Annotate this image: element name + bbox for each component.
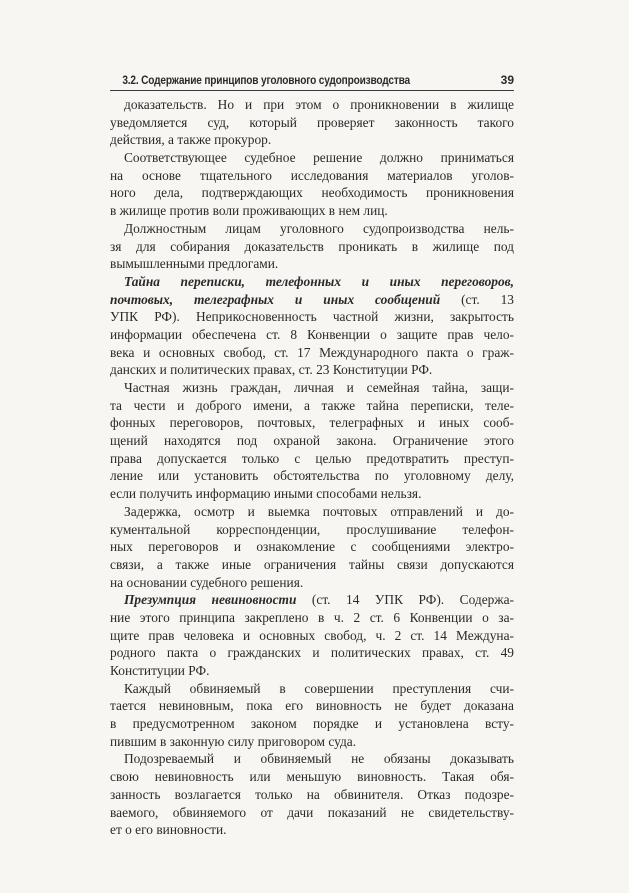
- text-line: ние этого принципа закреплено в ч. 2 ст. 6 Конвенции о за-: [110, 609, 514, 625]
- text-line: та чести и доброго имени, а также тайна переписки, теле-: [110, 397, 514, 413]
- text-line: вымышленными предлогами.: [110, 256, 279, 272]
- text-line: занность возлагается только на обвинителя. Отказ подозре-: [110, 786, 514, 802]
- text-line: тается невиновным, пока его виновность не будет доказана: [110, 698, 514, 714]
- text-line: зя для собирания доказательств проникать в жилище под: [110, 238, 514, 254]
- text-line: ление или установить обстоятельства по уголовному делу,: [110, 468, 514, 484]
- text-line: кументальной корреспонденции, прослушивание телефон-: [110, 521, 514, 537]
- text-line: щений находятся под охраной закона. Ограничение этого: [110, 433, 514, 449]
- text-line: ваемого, обвиняемого от дачи показаний не свидетельству-: [110, 804, 514, 820]
- text-line: [110, 291, 514, 309]
- text-line: ного дела, подтверждающих необходимость проникновения: [110, 185, 514, 201]
- paragraph: [110, 96, 514, 149]
- text-line: Подозреваемый и обвиняемый не обязаны доказывать: [124, 751, 514, 767]
- text-line: в предусмотренном законом порядке и установлена всту-: [110, 716, 514, 732]
- running-header: [110, 70, 514, 91]
- text-line: если получить информацию иными способами нельзя.: [110, 486, 422, 502]
- text-line: Частная жизнь граждан, личная и семейная тайна, защи-: [124, 380, 514, 395]
- text-line: Соответствующее судебное решение должно приниматься: [124, 150, 514, 166]
- text-line: Каждый обвиняемый в совершении преступления счи-: [124, 680, 514, 696]
- paragraph: [110, 750, 514, 838]
- paragraph: [110, 503, 514, 591]
- header-title: 3.2. Содержание принципов уголовного судопроизводства: [122, 75, 411, 87]
- text-line: щите прав человека и основных свобод, ч. 2 ст. 14 Междуна-: [110, 627, 514, 643]
- emphasized-heading: почтовых, телеграфных и иных сообщений: [110, 291, 441, 307]
- text-line: на основании судебного решения.: [110, 574, 304, 590]
- text-run: (ст. 13: [440, 291, 514, 307]
- text-line: действия, а также прокурор.: [110, 132, 272, 148]
- text-line: связи, а также иные ограничения тайны связи допускаются: [110, 556, 514, 572]
- text-line: доказательств. Но и при этом о проникновении в жилище: [124, 97, 514, 112]
- page-number: 39: [500, 73, 514, 87]
- paragraph: [110, 591, 514, 679]
- paragraph: [110, 149, 514, 220]
- text-line: фонных переговоров, почтовых, телеграфных и иных сооб-: [110, 415, 514, 431]
- text-line: ет о его виновности.: [110, 822, 227, 838]
- page-body: [110, 96, 514, 839]
- text-line: информации обеспечена ст. 8 Конвенции о защите прав чело-: [110, 326, 514, 342]
- text-line: Задержка, осмотр и выемка почтовых отправлений и до-: [124, 503, 514, 519]
- text-line: данских и политических правах, ст. 23 Конституции РФ.: [110, 362, 433, 378]
- text-line: Должностным лицам уголовного судопроизводства нель-: [124, 220, 514, 236]
- paragraph: [110, 220, 514, 273]
- text-line: [110, 591, 514, 609]
- emphasized-heading: Тайна переписки, телефонных и иных переговоров,: [124, 273, 514, 289]
- text-line: УПК РФ). Неприкосновенность частной жизни, закрытость: [110, 309, 514, 325]
- paragraph: [110, 680, 514, 751]
- paragraph: [110, 379, 514, 503]
- text-line: [110, 273, 514, 291]
- text-line: права допускается только с целью предотвратить преступ-: [110, 450, 514, 466]
- text-line: ных переговоров и ознакомление с сообщениями электро-: [110, 539, 514, 555]
- emphasized-heading: Презумпция невиновности: [124, 592, 297, 608]
- text-line: пившим в законную силу приговором суда.: [110, 733, 357, 749]
- text-run: (ст. 14 УПК РФ). Содержа-: [296, 592, 514, 608]
- text-line: уведомляется суд, который проверяет законность такого: [110, 114, 514, 130]
- text-line: в жилище против воли проживающих в нем лиц.: [110, 203, 388, 219]
- text-line: Конституции РФ.: [110, 663, 210, 678]
- text-line: века и основных свобод, ст. 17 Международного пакта о граж-: [110, 344, 514, 360]
- text-line: родного пакта о гражданских и политических правах, ст. 49: [110, 645, 514, 661]
- text-line: на основе тщательного исследования материалов уголов-: [110, 167, 514, 183]
- text-line: свою невиновность или меньшую виновность. Такая обя-: [110, 769, 514, 785]
- paragraph: [110, 273, 514, 379]
